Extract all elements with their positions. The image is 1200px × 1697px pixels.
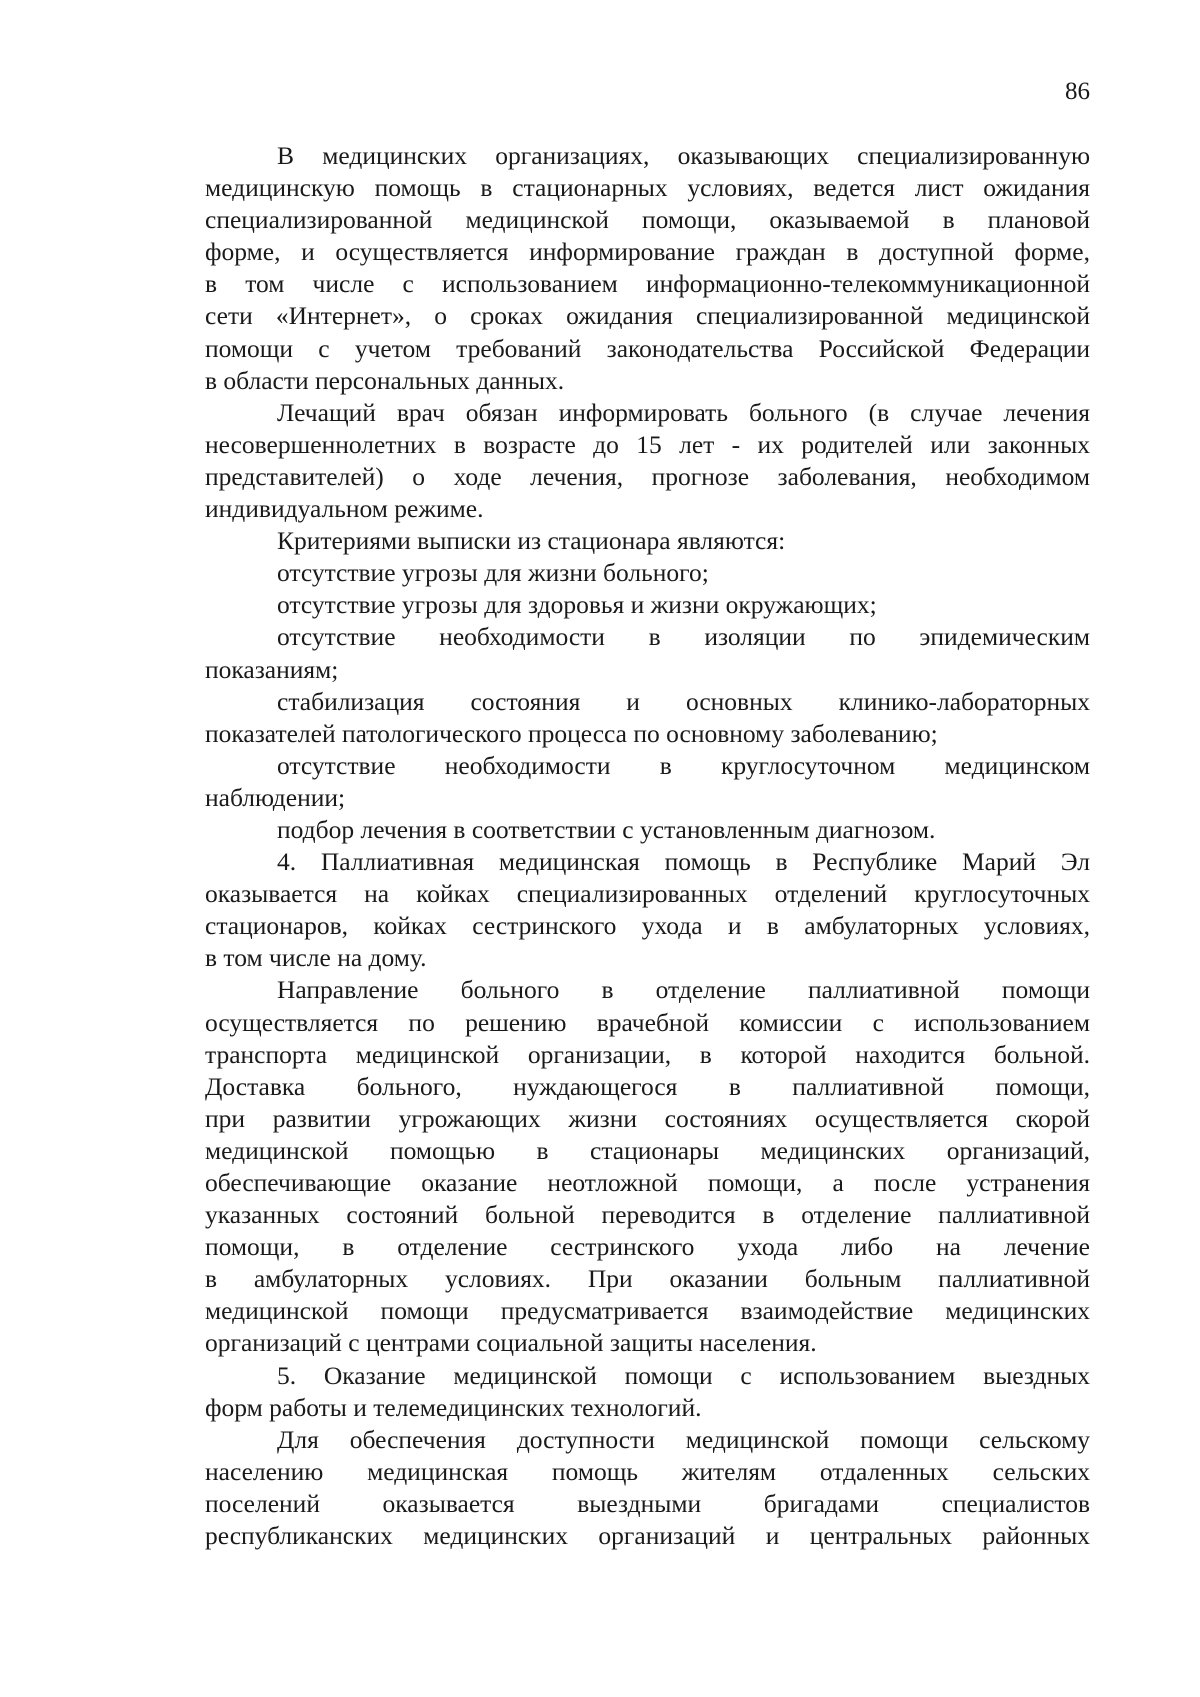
text-line: индивидуальном режиме. [205,494,484,524]
text-line: республиканских медицинских организаций и центральных районных [205,1521,1090,1551]
text-line: поселений оказывается выездными бригадами специалистов [205,1488,1090,1518]
text-line: обеспечивающие оказание неотложной помощи, а после устранения [205,1168,1090,1197]
paragraph [205,846,1090,974]
paragraph [205,140,1090,397]
text-line: отсутствие необходимости в круглосуточном медицинском [277,750,1090,780]
text-line: в том числе с использованием информационно-телекоммуникационной [205,269,1090,299]
text-line: Лечащий врач обязан информировать больного (в случае лечения [277,397,1090,427]
text-line: населению медицинская помощь жителям отдаленных сельских [205,1456,1090,1486]
text-line: при развитии угрожающих жизни состояниях осуществляется скорой [205,1103,1090,1133]
text-line: организаций с центрами социальной защиты населения. [205,1328,817,1358]
text-line: стабилизация состояния и основных клинико-лабораторных [277,686,1090,716]
text-line: наблюдении; [205,782,346,812]
text-line: форм работы и телемедицинских технологий. [205,1392,702,1422]
text-line: указанных состояний больной переводится в отделение паллиативной [205,1200,1090,1230]
page-number: 86 [1065,78,1090,105]
text-line: подбор лечения в соответствии с установленным диагнозом. [277,814,936,844]
paragraph [205,1424,1090,1552]
text-line: помощи с учетом требований законодательства Российской Федерации [205,333,1090,363]
paragraph [205,974,1090,1359]
text-line: Критериями выписки из стационара являются: [277,526,786,556]
text-line: В медицинских организациях, оказывающих специализированную [277,141,1090,170]
paragraph [205,686,1090,750]
text-line: осуществляется по решению врачебной комиссии с использованием [205,1007,1090,1037]
text-line: оказывается на койках специализированных отделений круглосуточных [205,879,1090,909]
paragraph [205,621,1090,685]
text-line: помощи, в отделение сестринского ухода либо на лечение [205,1232,1090,1262]
text-line: 5. Оказание медицинской помощи с использованием выездных [277,1360,1090,1390]
text-line: показаниям; [205,654,339,684]
text-line: показателей патологического процесса по основному заболеванию; [205,718,938,748]
text-line: в области персональных данных. [205,365,565,395]
text-line: сети «Интернет», о сроках ожидания специализированной медицинской [205,301,1090,331]
paragraph [205,557,1090,589]
document-body [205,140,1090,1552]
paragraph [205,1360,1090,1424]
text-line: Доставка больного, нуждающегося в паллиативной помощи, [205,1071,1090,1101]
text-line: несовершеннолетних в возрасте до 15 лет - их родителей или законных [205,429,1090,459]
text-line: специализированной медицинской помощи, оказываемой в плановой [205,205,1090,235]
paragraph [205,750,1090,814]
text-line: в амбулаторных условиях. При оказании больным паллиативной [205,1264,1090,1294]
text-line: форме, и осуществляется информирование граждан в доступной форме, [205,237,1090,267]
paragraph [205,814,1090,846]
paragraph [205,589,1090,621]
text-line: отсутствие угрозы для здоровья и жизни окружающих; [277,590,877,620]
text-line: стационаров, койках сестринского ухода и в амбулаторных условиях, [205,911,1090,941]
text-line: 4. Паллиативная медицинская помощь в Республике Марий Эл [277,847,1090,877]
text-line: Для обеспечения доступности медицинской помощи сельскому [277,1424,1090,1454]
text-line: Направление больного в отделение паллиативной помощи [277,975,1090,1005]
text-line: транспорта медицинской организации, в которой находится больной. [205,1039,1090,1069]
text-line: отсутствие необходимости в изоляции по эпидемическим [277,622,1090,652]
paragraph [205,397,1090,525]
text-line: медицинской помощи предусматривается взаимодействие медицинских [205,1296,1090,1326]
text-line: медицинскую помощь в стационарных условиях, ведется лист ожидания [205,173,1090,203]
text-line: в том числе на дому. [205,943,427,973]
text-line: медицинской помощью в стационары медицинских организаций, [205,1135,1090,1165]
text-line: отсутствие угрозы для жизни больного; [277,558,709,588]
text-line: представителей) о ходе лечения, прогнозе заболевания, необходимом [205,461,1090,491]
paragraph [205,525,1090,557]
